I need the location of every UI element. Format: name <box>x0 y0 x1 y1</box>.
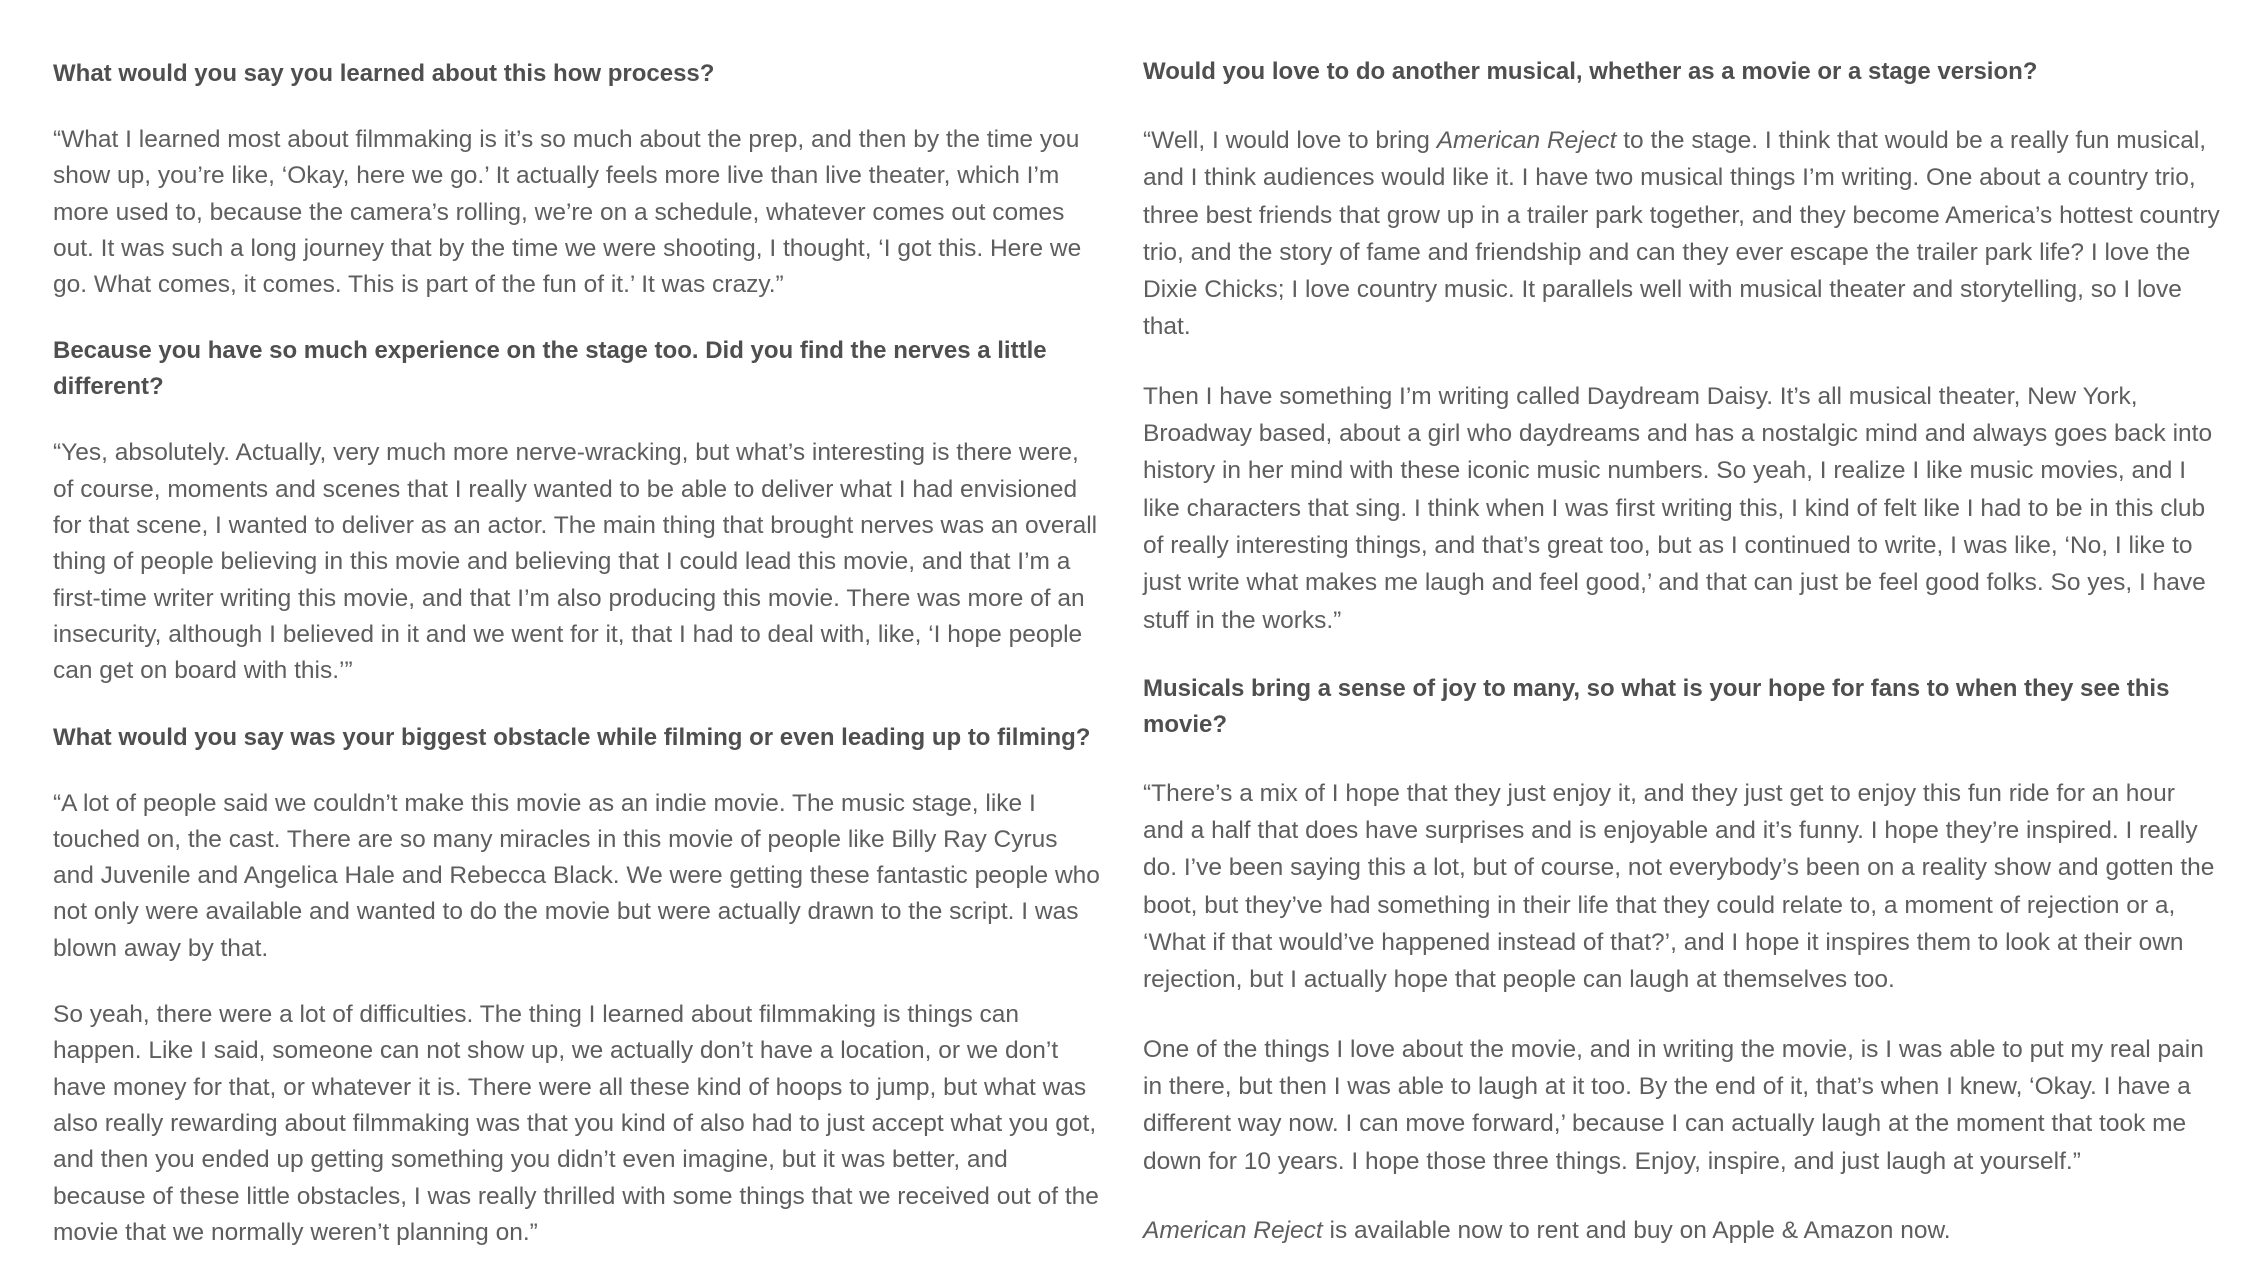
question-stage-nerves: Because you have so much experience on the stage too. Did you find the nerves a little different? <box>53 337 1047 401</box>
answer-real-pain: One of the things I love about the movie, and in writing the movie, is I was able to put my real pain in there, but then I was able to laugh at it too. By the end of it, that’s when I knew, ‘Okay. I have a different way now. I can move forward,’ because I can actually laugh at the moment that took me down for 10 years. I hope those three things. Enjoy, inspire, and just laugh at yourself.” <box>1143 1035 2204 1175</box>
answer-text-start: “Well, I would love to bring <box>1143 127 1437 154</box>
question-another-musical: Would you love to do another musical, whether as a movie or a stage version? <box>1143 58 2038 85</box>
availability-note <box>1143 1212 2221 1249</box>
question-learned-process: What would you say you learned about this how process? <box>53 60 715 87</box>
question-biggest-obstacle: What would you say was your biggest obstacle while filming or even leading up to filming? <box>53 723 1091 751</box>
answer-another-musical <box>1143 122 2221 346</box>
answer-stage-nerves: “Yes, absolutely. Actually, very much more nerve-wracking, but what’s interesting is there were, of course, moments and scenes that I really wanted to be able to deliver what I had envisioned for that scene, I wanted to deliver as an actor. The main thing that brought nerves was an overall thing of people believing in this movie and believing that I could lead this movie, and that I’m a first-time writer writing this movie, and that I’m also producing this movie. There was more of an insecurity, although I believed in it and we went for it, that I had to deal with, like, ‘I hope people can get on board with this.’” <box>53 439 1098 685</box>
answer-learned-process: “What I learned most about filmmaking is it’s so much about the prep, and then by the time you show up, you’re like, ‘Okay, here we go.’ It actually feels more live than live theater, which I’m more used to, because the camera’s rolling, we’re on a schedule, whatever comes out comes out. It was such a long journey that by the time we were shooting, I thought, ‘I got this. Here we go. What comes, it comes. This is part of the fun of it.’ It was crazy.” <box>53 126 1082 299</box>
movie-title: American Reject <box>1436 127 1617 154</box>
left-column <box>53 56 1103 1281</box>
answer-daydream-daisy: Then I have something I’m writing called Daydream Daisy. It’s all musical theater, New York, Broadway based, about a girl who daydreams and has a nostalgic mind and always goes back into history in her mind with these iconic music numbers. So yeah, I realize I like music movies, and I like characters that sing. I think when I was first writing this, I kind of felt like I had to be in this club of really interesting things, and that’s great too, but as I continued to write, I was like, ‘No, I like to just write what makes me laugh and feel good,’ and that can just be feel good folks. So yes, I have stuff in the works.” <box>1143 382 2213 634</box>
answer-biggest-obstacle: “A lot of people said we couldn’t make this movie as an indie movie. The music stage, like I touched on, the cast. There are so many miracles in this movie of people like Billy Ray Cyrus and Juvenile and Angelica Hale and Rebecca Black. We were getting these fantastic people who not only were available and wanted to do the movie but were actually drawn to the script. I was blown away by that. <box>53 789 1100 962</box>
answer-text-rest: to the stage. I think that would be a really fun musical, and I think audiences would like it. I have two musical things I’m writing. One about a country trio, three best friends that grow up in a trailer park together, and they become America’s hottest country trio, and the story of fame and friendship and can they ever escape the trailer park life? I love the Dixie Chicks; I love country music. It parallels well with musical theater and storytelling, so I love that. <box>1143 127 2220 341</box>
answer-hope-for-fans: “There’s a mix of I hope that they just enjoy it, and they just get to enjoy this fun ride for an hour and a half that does have surprises and is enjoyable and it’s funny. I hope they’re inspired. I really do. I’ve been saying this a lot, but of course, not everybody’s been on a reality show and gotten the boot, but they’ve had something in their life that they could relate to, a moment of rejection or a, ‘What if that would’ve happened instead of that?’, and I hope it inspires them to look at their own rejection, but I actually hope that people can laugh at themselves too. <box>1143 779 2215 994</box>
answer-difficulties: So yeah, there were a lot of difficulties. The thing I learned about filmmaking is things can happen. Like I said, someone can not show up, we actually don’t have a location, or we don’t have money for that, or whatever it is. There were all these kind of hoops to jump, but what was also really rewarding about filmmaking was that you kind of also had to just accept what you got, and then you ended up getting something you didn’t even imagine, but it was better, and because of these little obstacles, I was really thrilled with some things that we received out of the movie that we normally weren’t planning on.” <box>53 1001 1099 1246</box>
movie-title-closing: American Reject <box>1143 1216 1323 1244</box>
availability-text: is available now to rent and buy on Apple & Amazon now. <box>1322 1216 1951 1244</box>
right-column <box>1143 54 2221 1281</box>
question-hope-for-fans: Musicals bring a sense of joy to many, so what is your hope for fans to when they see this movie? <box>1143 674 2170 738</box>
